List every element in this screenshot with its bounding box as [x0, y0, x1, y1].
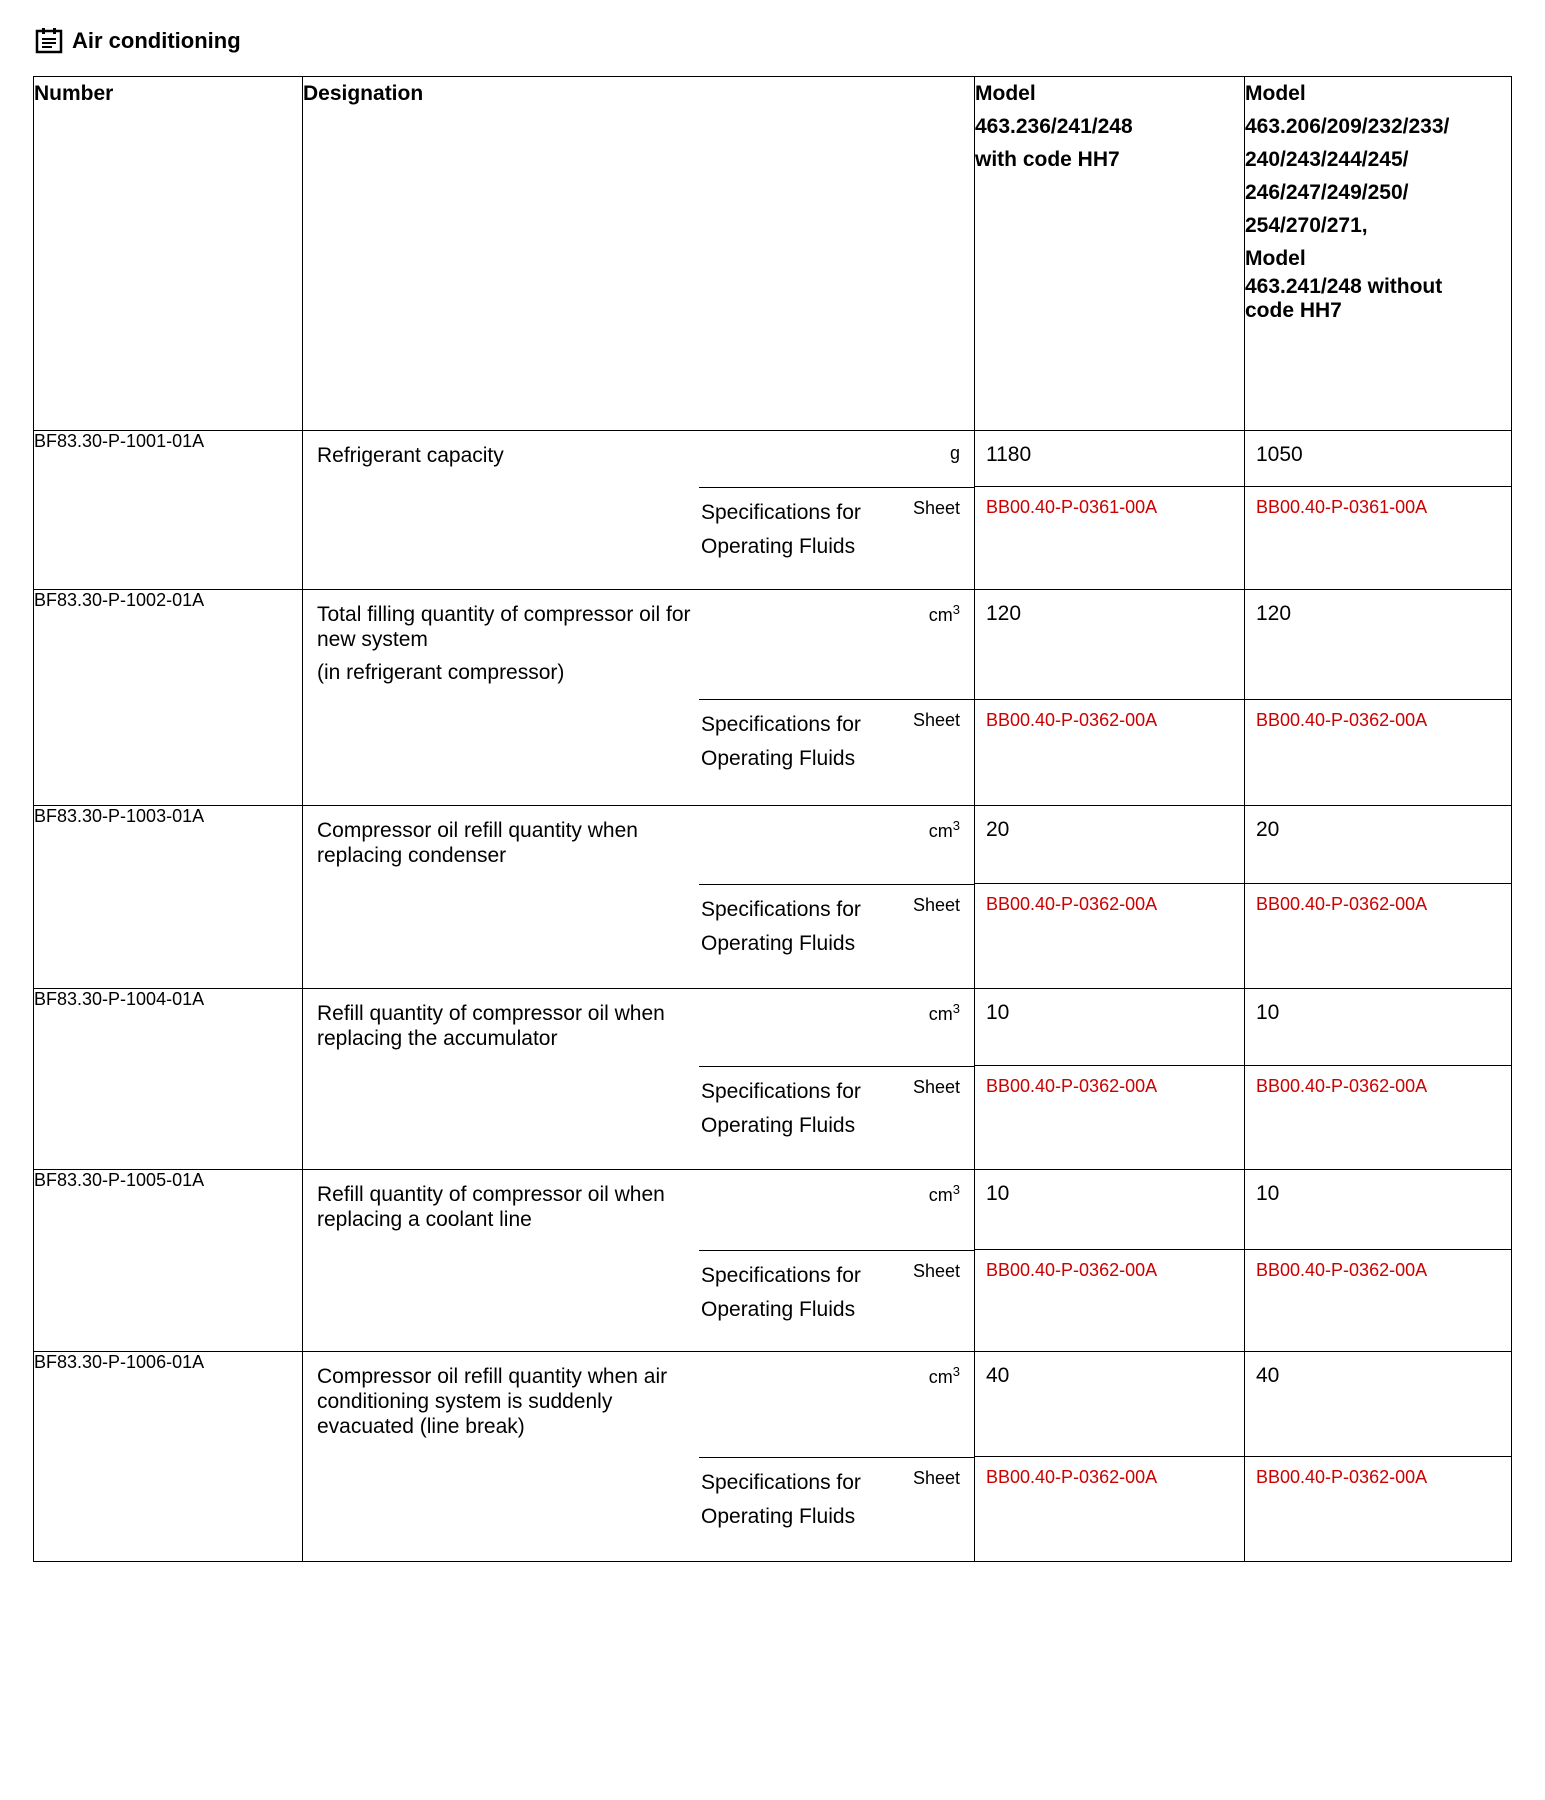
- designation-text: Compressor oil refill quantity when air conditioning system is suddenly evacuated (line break): [317, 1365, 668, 1438]
- spec-label: Specifications for Operating Fluids: [701, 1079, 861, 1137]
- designation-text: Compressor oil refill quantity when replacing condenser: [317, 819, 638, 867]
- model-a-cell: [975, 1352, 1245, 1562]
- row-number: BF83.30-P-1003-01A: [34, 806, 303, 989]
- model-b-reference-link[interactable]: BB00.40-P-0362-00A: [1256, 894, 1428, 914]
- unit-label: $cm^3$: [928, 602, 960, 625]
- designation-text: Refill quantity of compressor oil when replacing a coolant line: [317, 1183, 665, 1231]
- unit-column: [699, 1170, 974, 1351]
- model-a-value: 1180: [975, 431, 1244, 487]
- row-number: BF83.30-P-1001-01A: [34, 431, 303, 590]
- spec-label: Specifications for Operating Fluids: [701, 1470, 861, 1528]
- model-b-value: 10: [1245, 989, 1511, 1066]
- model-b-value: 10: [1245, 1170, 1511, 1250]
- model-b-value: 40: [1245, 1352, 1511, 1457]
- model-b-reference-link[interactable]: BB00.40-P-0362-00A: [1256, 710, 1428, 730]
- designation-text: Refill quantity of compressor oil when replacing the accumulator: [317, 1002, 665, 1050]
- table-header-row: [34, 77, 1512, 431]
- designation-cell: [303, 1170, 975, 1352]
- unit-label: g: [949, 443, 960, 463]
- unit-label: $cm^3$: [928, 1001, 960, 1024]
- model-a-reference-link[interactable]: BB00.40-P-0362-00A: [986, 1260, 1158, 1280]
- model-b-reference-link[interactable]: BB00.40-P-0361-00A: [1256, 497, 1428, 517]
- sheet-label: Sheet: [912, 710, 960, 731]
- spec-reference-cell: [699, 885, 974, 988]
- spec-label: Specifications for Operating Fluids: [701, 713, 861, 771]
- table-row: [34, 1352, 1512, 1562]
- table-row: [34, 806, 1512, 989]
- model-b-cell: [1245, 590, 1512, 806]
- spec-reference-cell: [699, 1251, 974, 1351]
- spec-reference-cell: [699, 1067, 974, 1169]
- model-b-cell: [1245, 1170, 1512, 1352]
- designation-note: (in refrigerant compressor): [317, 661, 565, 684]
- model-a-value: 10: [975, 989, 1244, 1066]
- model-b-value: 20: [1245, 806, 1511, 884]
- unit-column: [699, 989, 974, 1169]
- model-a-value: 10: [975, 1170, 1244, 1250]
- unit-cell: [699, 590, 974, 700]
- designation-cell: [303, 1352, 975, 1562]
- model-a-reference-link[interactable]: BB00.40-P-0362-00A: [986, 1076, 1158, 1096]
- sheet-label: Sheet: [912, 894, 960, 915]
- model-b-cell: [1245, 806, 1512, 989]
- model-b-reference-link[interactable]: BB00.40-P-0362-00A: [1256, 1467, 1428, 1487]
- table-row: [34, 1170, 1512, 1352]
- spec-reference-cell: [699, 1458, 974, 1562]
- notebook-icon: [34, 26, 64, 56]
- row-number: BF83.30-P-1002-01A: [34, 590, 303, 806]
- unit-superscript: 3: [952, 1001, 960, 1016]
- model-b-value: 120: [1245, 590, 1511, 700]
- row-number: BF83.30-P-1006-01A: [34, 1352, 303, 1562]
- unit-cell: [699, 1352, 974, 1458]
- unit-column: [699, 1352, 974, 1561]
- model-a-value: 40: [975, 1352, 1244, 1457]
- model-a-reference-link[interactable]: BB00.40-P-0362-00A: [986, 710, 1158, 730]
- model-a-cell: [975, 806, 1245, 989]
- unit-superscript: 3: [952, 818, 960, 833]
- header-model-b: Model 463.206/209/232/233/ 240/243/244/245/ 246/247/249/250/ 254/270/271, Model 463.241/248 without code HH7: [1245, 77, 1512, 431]
- specifications-table: [33, 76, 1512, 1562]
- unit-label: $cm^3$: [928, 818, 960, 841]
- model-b-cell: [1245, 431, 1512, 590]
- row-number: BF83.30-P-1004-01A: [34, 989, 303, 1170]
- spec-reference-cell: [699, 488, 974, 589]
- model-b-cell: [1245, 989, 1512, 1170]
- unit-superscript: 3: [952, 1364, 960, 1379]
- model-a-reference-link[interactable]: BB00.40-P-0361-00A: [986, 497, 1158, 517]
- table-row: [34, 590, 1512, 806]
- unit-column: [699, 590, 974, 805]
- section-title: Air conditioning: [72, 28, 241, 53]
- sheet-label: Sheet: [912, 1076, 960, 1097]
- unit-cell: [699, 806, 974, 885]
- header-number: Number: [34, 77, 303, 431]
- table-row: [34, 989, 1512, 1170]
- model-b-reference-link[interactable]: BB00.40-P-0362-00A: [1256, 1260, 1428, 1280]
- table-row: [34, 431, 1512, 590]
- unit-superscript: 3: [952, 602, 960, 617]
- unit-column: [699, 431, 974, 589]
- unit-cell: [699, 989, 974, 1067]
- model-a-cell: [975, 590, 1245, 806]
- spec-reference-cell: [699, 700, 974, 805]
- header-model-a: Model 463.236/241/248 with code HH7: [975, 77, 1245, 431]
- designation-cell: [303, 590, 975, 806]
- designation-cell: [303, 806, 975, 989]
- designation-cell: [303, 989, 975, 1170]
- designation-text: Refrigerant capacity: [317, 444, 504, 467]
- section-title-bar: [34, 26, 241, 56]
- designation-text: Total filling quantity of compressor oil for new system (in refrigerant compressor): [303, 590, 699, 805]
- row-number: BF83.30-P-1005-01A: [34, 1170, 303, 1352]
- header-designation: Designation: [303, 77, 975, 431]
- model-b-reference-link[interactable]: BB00.40-P-0362-00A: [1256, 1076, 1428, 1096]
- unit-superscript: 3: [952, 1182, 960, 1197]
- model-b-cell: [1245, 1352, 1512, 1562]
- spec-label: Specifications for Operating Fluids: [701, 500, 861, 558]
- sheet-label: Sheet: [912, 1467, 960, 1488]
- unit-label: $cm^3$: [928, 1182, 960, 1205]
- model-a-reference-link[interactable]: BB00.40-P-0362-00A: [986, 894, 1158, 914]
- model-a-reference-link[interactable]: BB00.40-P-0362-00A: [986, 1467, 1158, 1487]
- spec-label: Specifications for Operating Fluids: [701, 897, 861, 955]
- model-a-value: 20: [975, 806, 1244, 884]
- model-a-cell: [975, 989, 1245, 1170]
- unit-cell: [699, 1170, 974, 1251]
- unit-cell: [699, 431, 974, 488]
- model-a-cell: [975, 431, 1245, 590]
- sheet-label: Sheet: [912, 497, 960, 518]
- model-a-value: 120: [975, 590, 1244, 700]
- designation-cell: [303, 431, 975, 590]
- sheet-label: Sheet: [912, 1260, 960, 1281]
- unit-column: [699, 806, 974, 988]
- unit-label: $cm^3$: [928, 1364, 960, 1387]
- spec-label: Specifications for Operating Fluids: [701, 1263, 861, 1321]
- model-b-value: 1050: [1245, 431, 1511, 487]
- model-a-cell: [975, 1170, 1245, 1352]
